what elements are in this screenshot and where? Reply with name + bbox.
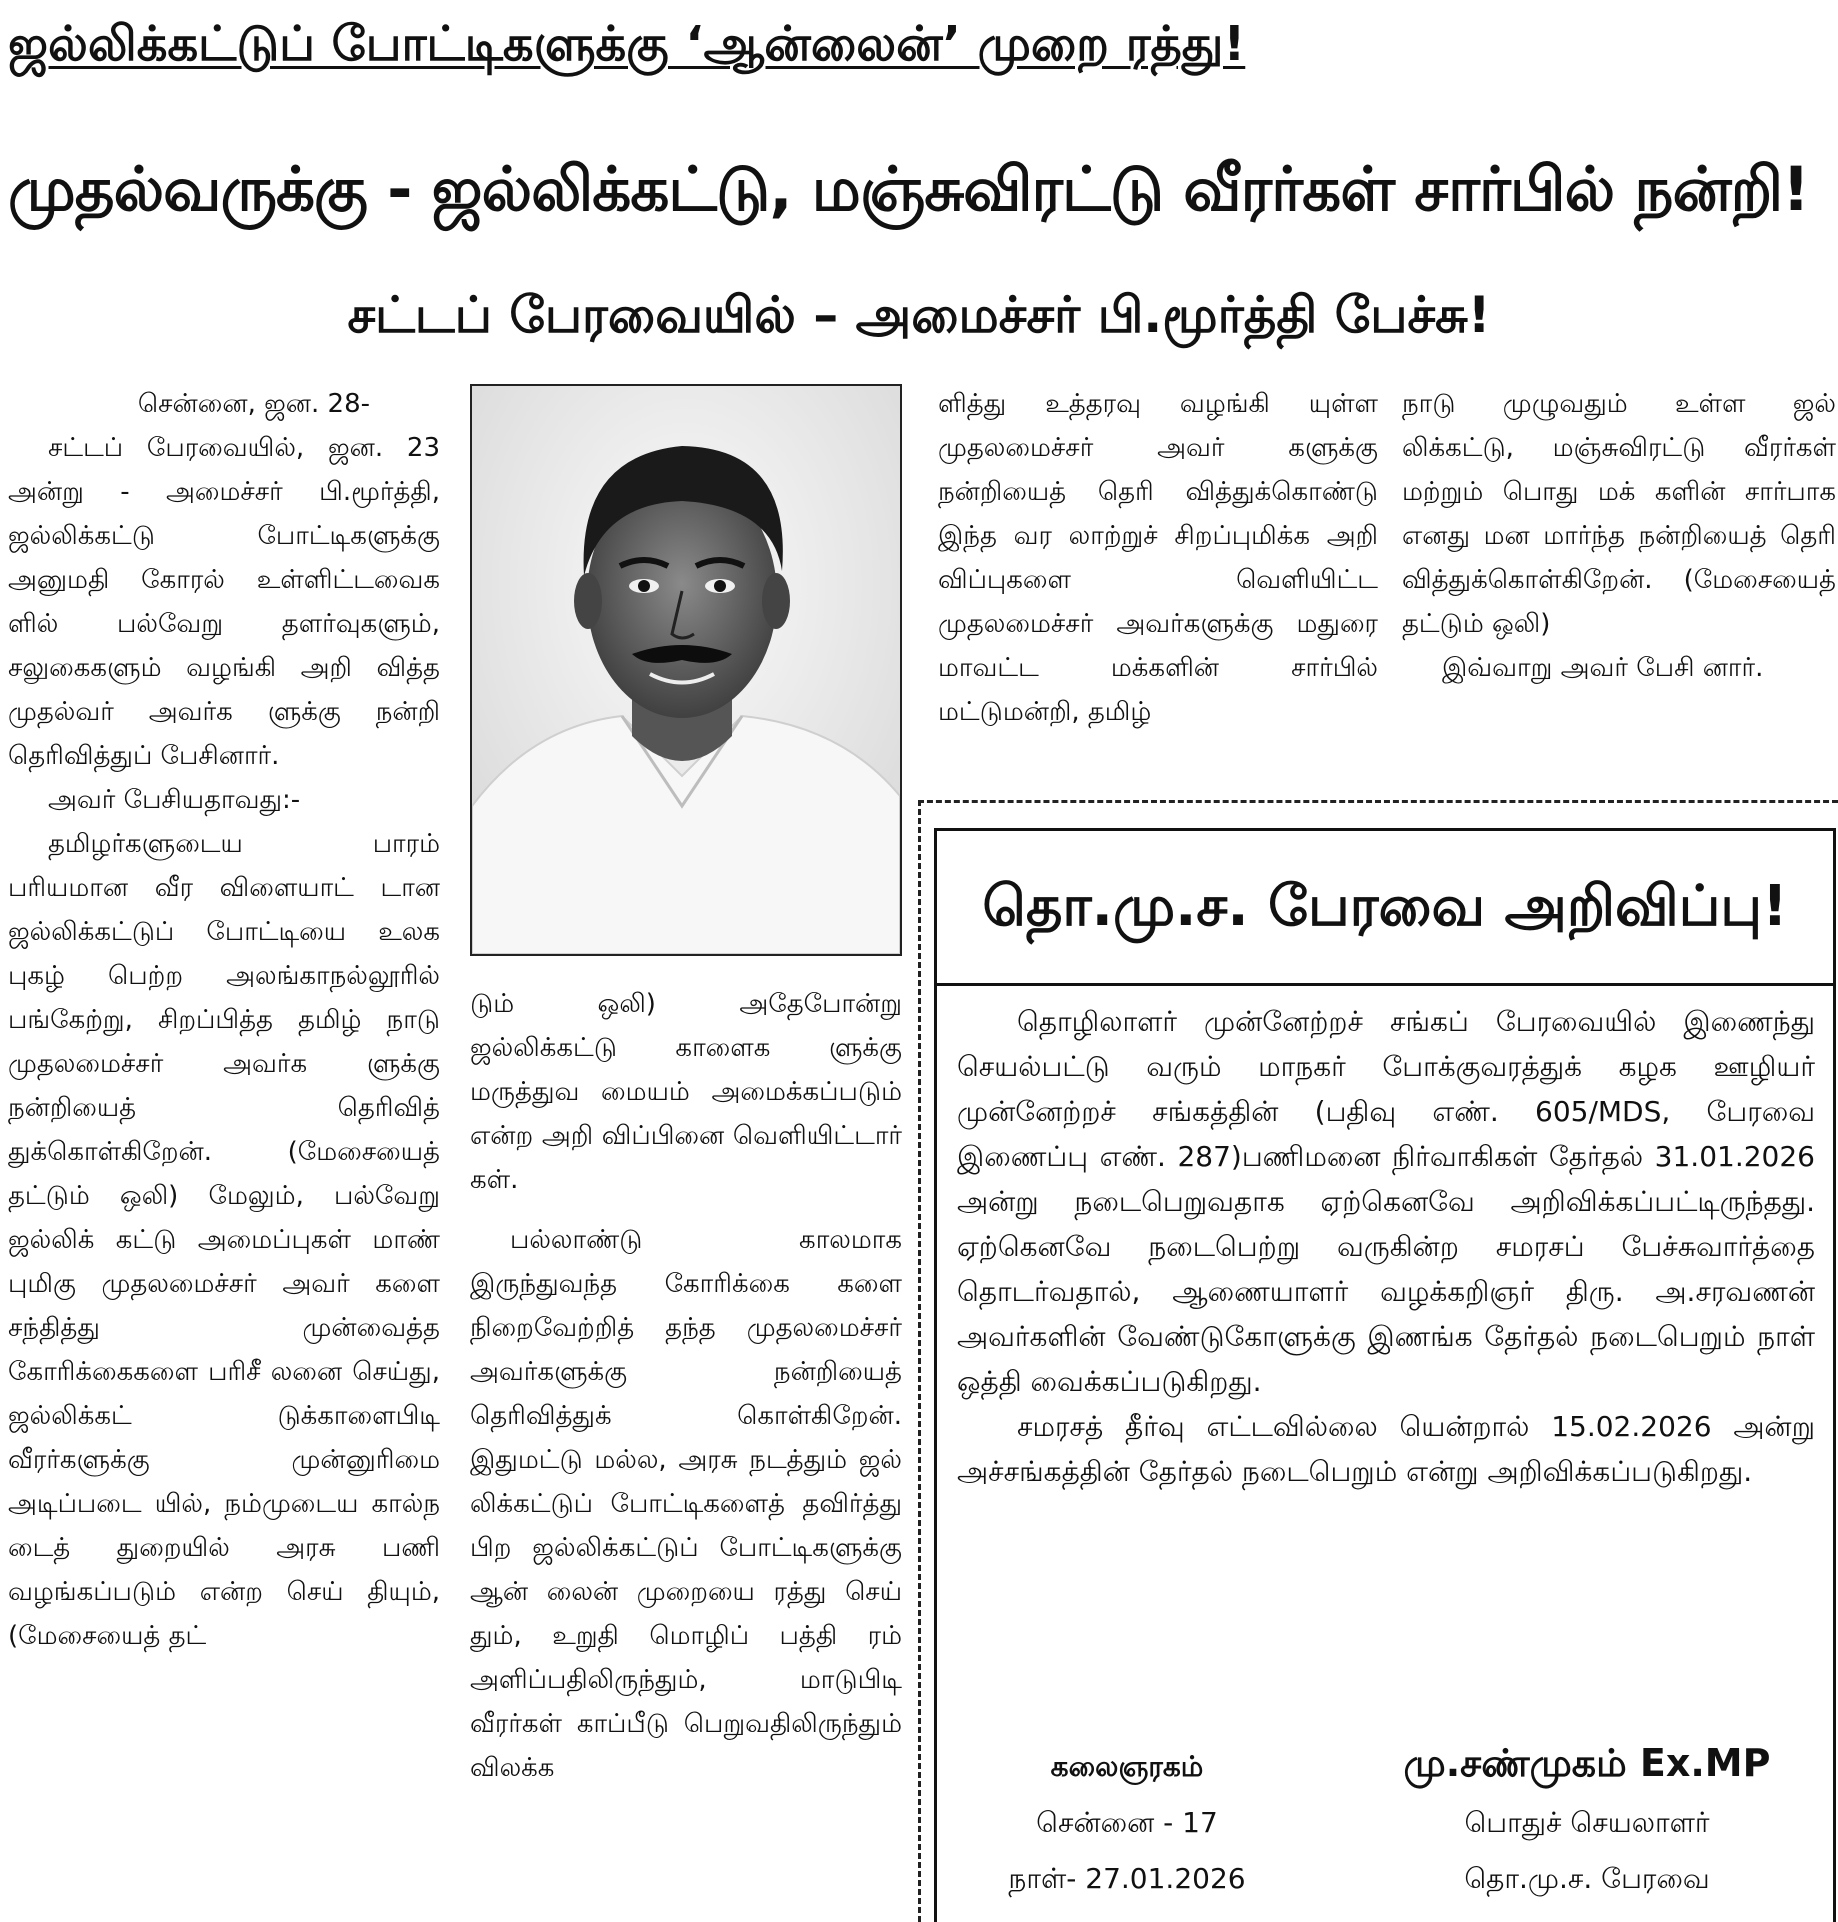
notice-title: தொ.மு.ச. பேரவை அறிவிப்பு! [937,831,1833,986]
article-column-4 [1402,382,1836,782]
article-column-2 [470,982,902,1922]
portrait-image [472,386,900,954]
article-paragraph: தமிழர்களுடைய பாரம் பரியமான வீர விளையாட் டான ஜல்லிக்கட்டுப் போட்டியை உலக புகழ் பெற்ற அலங்காநல்லூரில் பங்கேற்று, சிறப்பித்த தமிழ் நாடு முதலமைச்சர் அவர்க ளுக்கு நன்றியைத் தெரிவித் துக்கொள்கிறேன். (மேசையைத் தட்டும் ஒலி) மேலும், பல்வேறு ஜல்லிக் கட்டு அமைப்புகள் மாண் புமிகு முதலமைச்சர் அவர் களை சந்தித்து முன்வைத்த கோரிக்கைகளை பரிசீ லனை செய்து, ஜல்லிக்கட் டுக்காளைபிடி வீரர்களுக்கு முன்னுரிமை அடிப்படை யில், நம்முடைய கால்ந டைத் துறையில் அரசு பணி வழங்கப்படும் என்ற செய் தியும், (மேசையைத் தட் [8,829,440,1651]
article-paragraph: இவ்வாறு அவர் பேசி னார். [1442,653,1764,683]
dateline: சென்னை, ஜன. 28- [137,389,370,419]
article-column-1 [8,382,440,1922]
notice-signature [1337,1731,1837,1907]
place-name: கலைஞரகம் [1050,1750,1204,1783]
article-paragraph: அவர் பேசியதாவது:- [48,785,301,815]
signatory-name: மு.சண்முகம் Ex.MP [1403,1741,1771,1785]
notice-body [957,999,1815,1719]
notice-date: நாள்- 27.01.2026 [1008,1862,1246,1895]
dashed-divider-horizontal [918,800,1838,803]
signatory-organisation: தொ.மு.ச. பேரவை [1464,1862,1710,1895]
notice-paragraph: சமரசத் தீர்வு எட்டவில்லை யென்றால் 15.02.2026 அன்று அச்சங்கத்தின் தேர்தல் நடைபெறும் என்று அறிவிக்கப்படுகிறது. [957,1410,1815,1488]
article-column-3 [938,382,1378,782]
place-city: சென்னை - 17 [1036,1806,1218,1839]
notice-box [934,828,1836,1922]
signatory-designation: பொதுச் செயலாளர் [1464,1806,1710,1839]
kicker-headline: ஜல்லிக்கட்டுப் போட்டிகளுக்கு ‘ஆன்லைன்’ முறை ரத்து! [8,16,1246,72]
article-paragraph: நாடு முழுவதும் உள்ள ஜல் லிக்கட்டு, மஞ்சுவிரட்டு வீரர்கள் மற்றும் பொது மக் களின் சார்பாக எனது மன மார்ந்த நன்றியைத் தெரி வித்துக்கொள்கிறேன். (மேசையைத் தட்டும் ஒலி) [1402,389,1836,639]
article-paragraph: பல்லாண்டு காலமாக இருந்துவந்த கோரிக்கை களை நிறைவேற்றித் தந்த முதலமைச்சர் அவர்களுக்கு நன்றியைத் தெரிவித்துக் கொள்கிறேன். இதுமட்டு மல்ல, அரசு நடத்தும் ஜல் லிக்கட்டுப் போட்டிகளைத் தவிர்த்து பிற ஜல்லிக்கட்டுப் போட்டிகளுக்கு ஆன் லைன் முறையை ரத்து செய் தும், உறுதி மொழிப் பத்தி ரம் அளிப்பதிலிருந்தும், மாடுபிடி வீரர்கள் காப்பீடு பெறுவதிலிருந்தும் விலக்க [470,1225,902,1783]
sub-headline: சட்டப் பேரவையில் – அமைச்சர் பி.மூர்த்தி பேச்சு! [347,286,1491,344]
article-paragraph: ளித்து உத்தரவு வழங்கி யுள்ள முதலமைச்சர் அவர் களுக்கு நன்றியைத் தெரி வித்துக்கொண்டு இந்த வர லாற்றுச் சிறப்புமிக்க அறி விப்புகளை வெளியிட்ட முதலமைச்சர் அவர்களுக்கு மதுரை மாவட்ட மக்களின் சார்பில் மட்டுமன்றி, தமிழ் [938,389,1378,727]
notice-place-date [937,1739,1317,1907]
dashed-divider-vertical [918,800,921,1922]
article-paragraph: சட்டப் பேரவையில், ஜன. 23 அன்று - அமைச்சர் பி.மூர்த்தி, ஜல்லிக்கட்டு போட்டிகளுக்கு அனுமதி கோரல் உள்ளிட்டவைக ளில் பல்வேறு தளர்வுகளும், சலுகைகளும் வழங்கி அறி வித்த முதல்வர் அவர்க ளுக்கு நன்றி தெரிவித்துப் பேசினார். [8,433,440,771]
main-headline: முதல்வருக்கு - ஜல்லிக்கட்டு, மஞ்சுவிரட்டு வீரர்கள் சார்பில் நன்றி! [8,154,1809,225]
article-paragraph: டும் ஒலி) அதேபோன்று ஜல்லிக்கட்டு காளைக ளுக்கு மருத்துவ மையம் அமைக்கப்படும் என்ற அறி விப்பினை வெளியிட்டார் கள். [470,989,902,1195]
notice-paragraph: தொழிலாளர் முன்னேற்றச் சங்கப் பேரவையில் இணைந்து செயல்பட்டு வரும் மாநகர் போக்குவரத்துக் கழக ஊழியர் முன்னேற்றச் சங்கத்தின் (பதிவு எண். 605/MDS, பேரவை இணைப்பு எண். 287)பணிமனை நிர்வாகிகள் தேர்தல் 31.01.2026 அன்று நடைபெறுவதாக ஏற்கெனவே அறிவிக்கப்பட்டிருந்தது. ஏற்கெனவே நடைபெற்று வருகின்ற சமரசப் பேச்சுவார்த்தை தொடர்வதால், ஆணையாளர் வழக்கறிஞர் திரு. அ.சரவணன் அவர்களின் வேண்டுகோளுக்கு இணங்க தேர்தல் நடைபெறும் நாள் ஒத்தி வைக்கப்படுகிறது. [957,1005,1815,1398]
minister-photo [470,384,902,956]
